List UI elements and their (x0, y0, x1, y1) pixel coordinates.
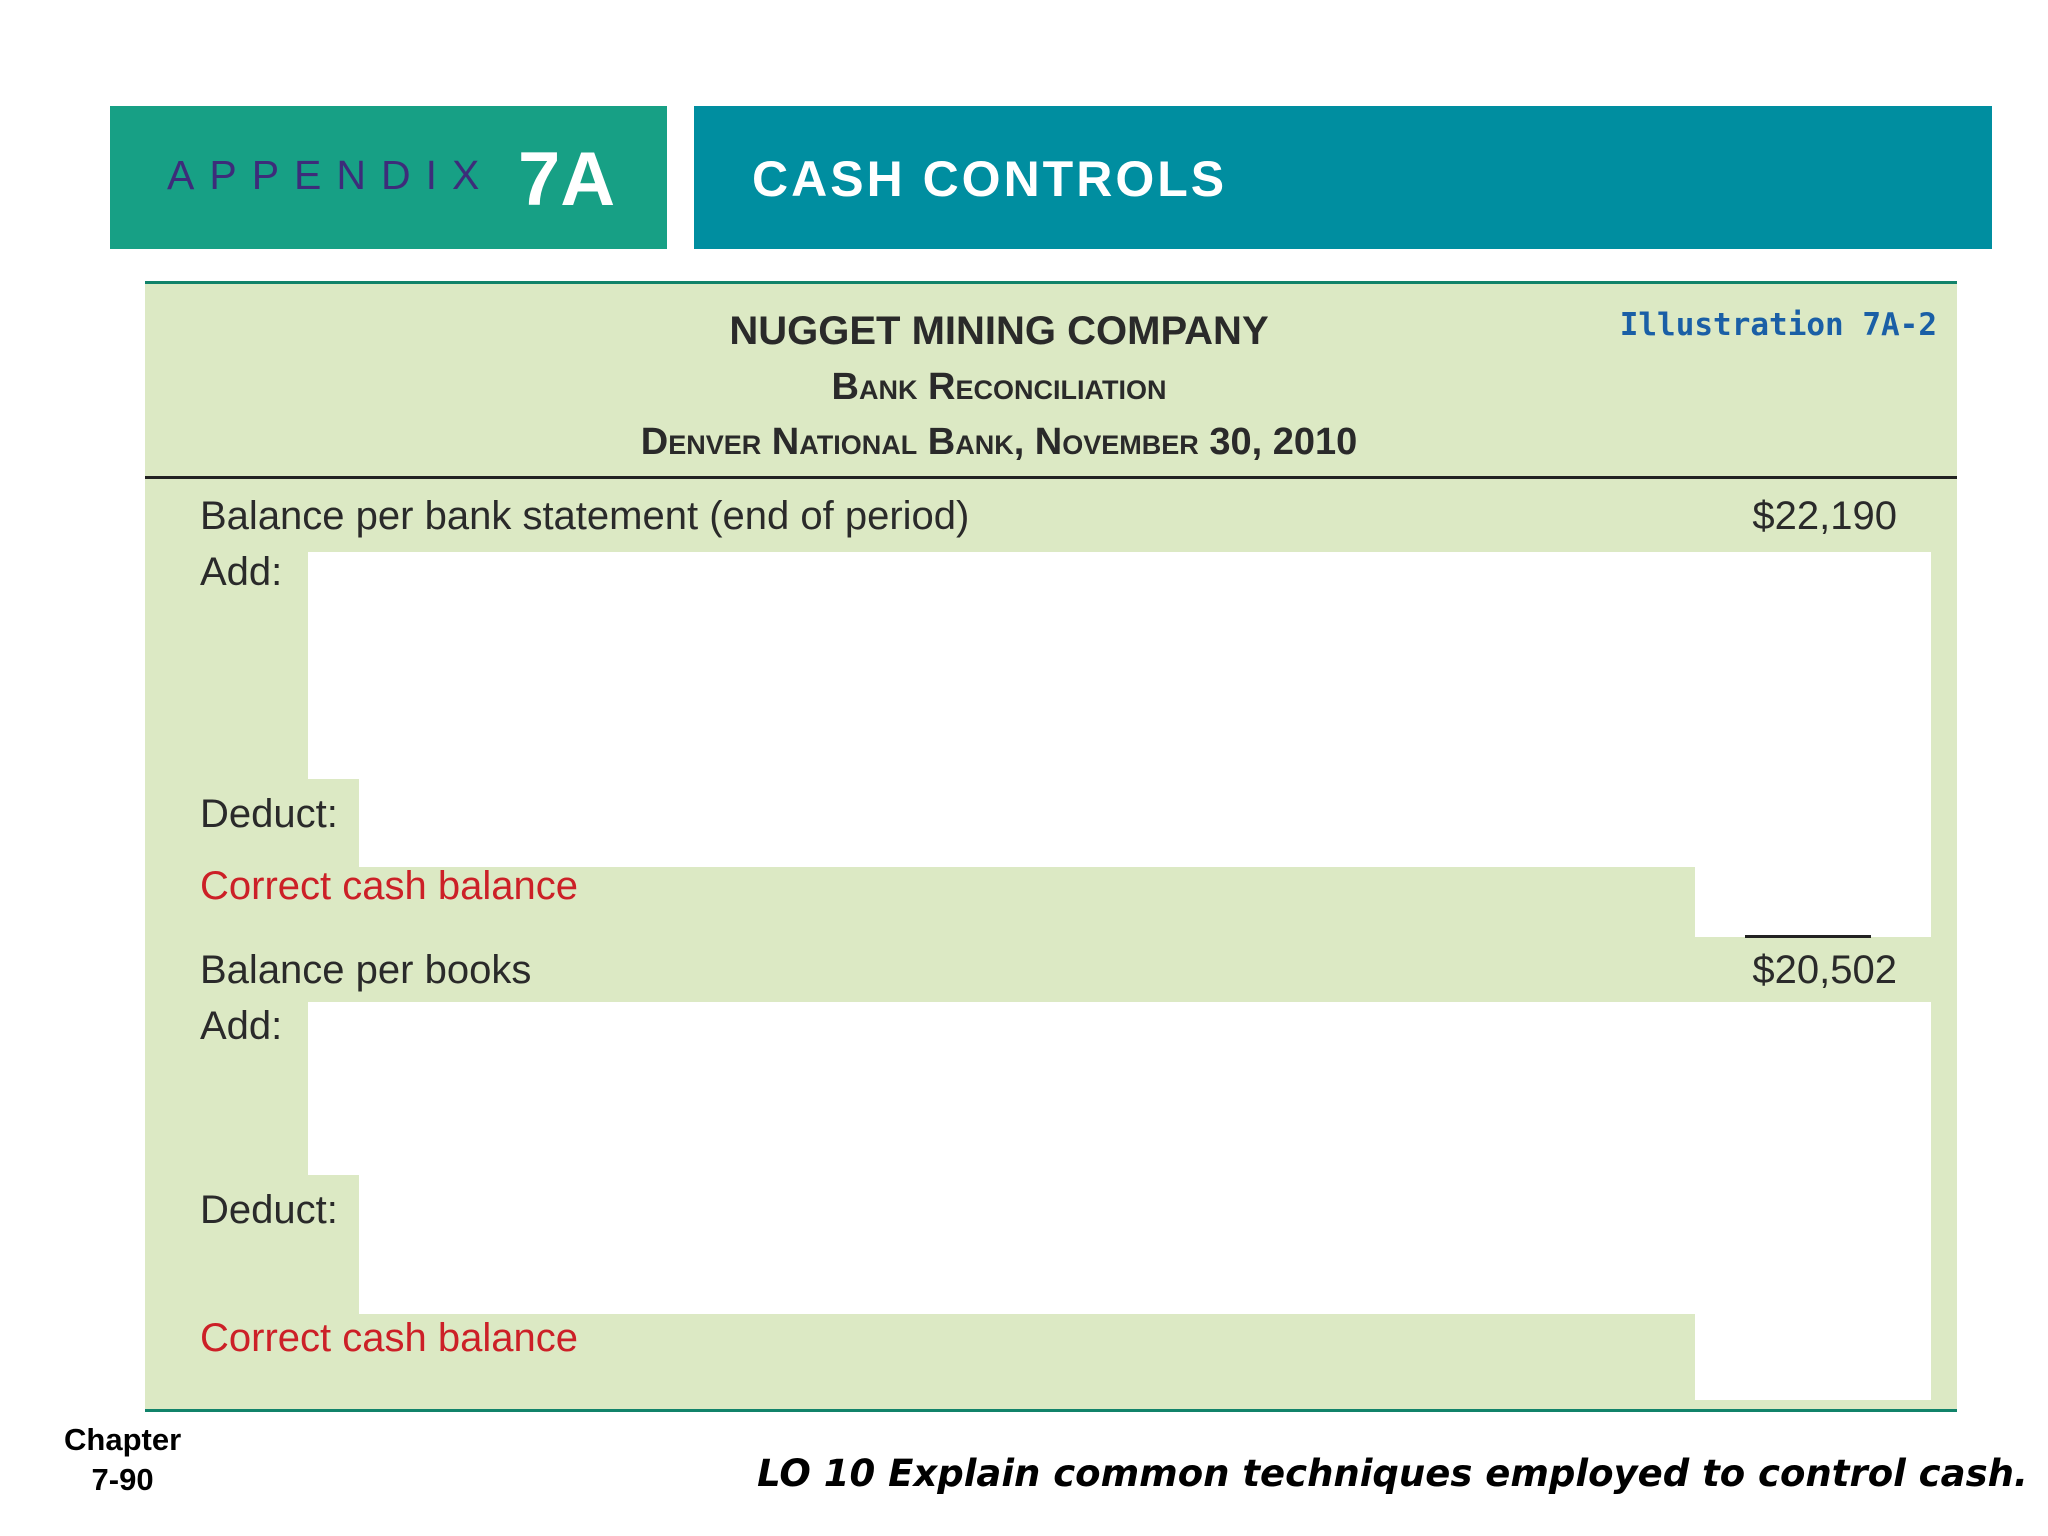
bank-correct-balance-label: Correct cash balance (200, 864, 578, 908)
books-deduct-blank-area (359, 1175, 1931, 1314)
books-correct-balance-label: Correct cash balance (200, 1316, 578, 1360)
appendix-banner (110, 106, 667, 249)
title-banner (694, 106, 1992, 249)
books-deduct-label: Deduct: (200, 1188, 338, 1232)
bank-and-date: Denver National Bank, November 30, 2010 (640, 421, 1358, 463)
bank-add-blank-area (308, 552, 1931, 779)
statement-subtitle: Bank Reconciliation (831, 366, 1167, 408)
company-name: NUGGET MINING COMPANY (729, 309, 1269, 353)
learning-objective: LO 10 Explain common techniques employed to control cash. (757, 1452, 2028, 1495)
books-total-blank-area (1695, 1314, 1931, 1400)
bank-balance-value: $22,190 (1752, 494, 1897, 538)
appendix-number: 7A (518, 137, 616, 222)
bank-deduct-label: Deduct: (200, 792, 338, 836)
books-balance-value: $20,502 (1752, 948, 1897, 992)
bank-balance-label: Balance per bank statement (end of period) (200, 494, 970, 538)
bank-add-label: Add: (200, 550, 283, 594)
total-underline (1745, 935, 1871, 938)
page-title: CASH CONTROLS (752, 151, 1228, 207)
bank-total-blank-area (1695, 867, 1931, 937)
books-add-label: Add: (200, 1004, 283, 1048)
page-number: 7-90 (91, 1462, 154, 1497)
bank-reconciliation-panel (145, 281, 1957, 1412)
books-balance-label: Balance per books (200, 948, 532, 992)
chapter-reference (64, 1420, 181, 1500)
chapter-label: Chapter (64, 1422, 182, 1457)
bank-deduct-blank-area (359, 779, 1931, 867)
books-add-blank-area (308, 1002, 1931, 1175)
appendix-word: APPENDIX (167, 152, 495, 198)
illustration-label: Illustration 7A-2 (1619, 307, 1937, 343)
header-divider (145, 476, 1957, 479)
